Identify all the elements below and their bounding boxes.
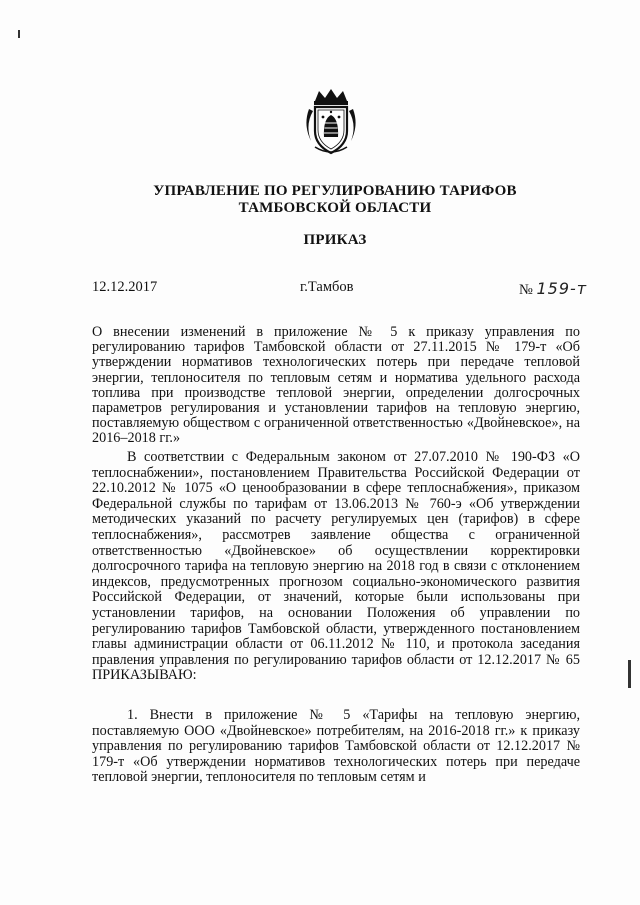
number-handwritten: 159-т [536, 279, 588, 298]
document-subject: О внесении изменений в приложение № 5 к приказу управления по регулированию тарифов Тамбовской области от 27.11.2015 № 179-т «Об утверждении нормативов технологических потерь при передаче тепловой энергии, теплоносителя по тепловым сетям и норматива удельного расхода топлива при производстве тепловой энергии, определении долгосрочных параметров регулирования и установлении тарифов на тепловую энергию, поставляемую обществом с ограниченной ответственностью «Двойневское», на 2016–2018 гг.» [92, 324, 580, 447]
scan-edge-mark [18, 30, 20, 38]
organization-name-line2: ТАМБОВСКОЙ ОБЛАСТИ [238, 200, 432, 216]
preamble-paragraph: В соответствии с Федеральным законом от 27.07.2010 № 190-ФЗ «О теплоснабжении», постановлением Правительства Российской Федерации от 22.10.2012 № 1075 «О ценообразовании в сфере теплоснабжения», приказом Федеральной службы по тарифам от 13.06.2013 № 760-э «Об утверждении методических указаний по расчету регулируемых цен (тарифов) в сфере теплоснабжения», рассмотрев заявление общества с ограниченной ответственностью «Двойневское» об осуществлении корректировки долгосрочного тарифа на тепловую энергию на 2018 год в связи с отклонением индексов, предусмотренных прогнозом социально-экономического развития Российской Федерации, от значений, которые были использованы при установлении тарифов, на основании Положения об управлении по регулированию тарифов Тамбовской области, утвержденного постановлением главы администрации области от 06.11.2012 № 110, и протокола заседания правления управления по регулированию тарифов области от 12.12.2017 № 65 ПРИКАЗЫВАЮ: [92, 449, 580, 684]
organization-name-line1: УПРАВЛЕНИЕ ПО РЕГУЛИРОВАНИЮ ТАРИФОВ [153, 183, 517, 199]
number-prefix: № [519, 282, 533, 298]
scan-edge-mark [628, 660, 631, 688]
document-type: ПРИКАЗ [303, 232, 367, 248]
document-city: г.Тамбов [300, 279, 354, 295]
order-item-1: 1. Внести в приложение № 5 «Тарифы на тепловую энергию, поставляемую ООО «Двойневское» потребителям, на 2016-2018 гг.» к приказу управления по регулированию тарифов Тамбовской области от 12.12.2017 № 179-т «Об утверждении нормативов технологических потерь при передаче тепловой энергии, теплоносителя по тепловым сетям и [92, 707, 580, 786]
document-date: 12.12.2017 [92, 279, 158, 295]
document-number [519, 279, 587, 299]
coat-of-arms-icon [301, 87, 361, 157]
